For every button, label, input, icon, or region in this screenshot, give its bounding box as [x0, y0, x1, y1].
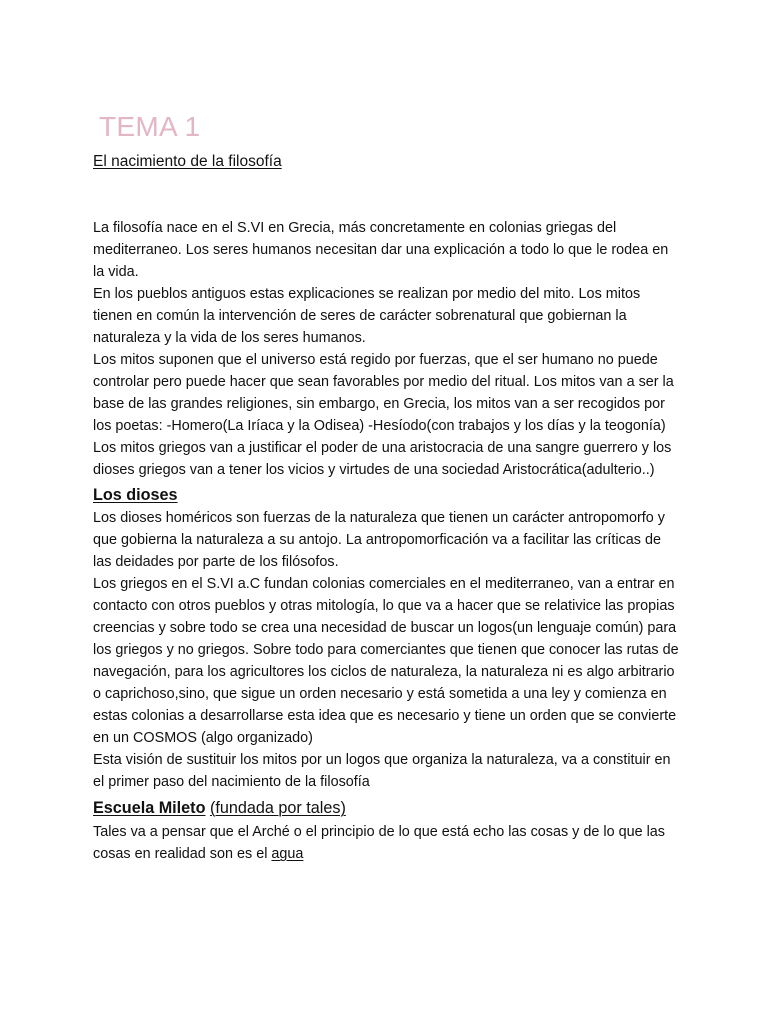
heading-mileto-note: (fundada por tales) — [209, 799, 346, 817]
mileto-text: Tales va a pensar que el Arché o el principio de lo que está echo las cosas y de lo que las cosas en realidad son es el — [93, 824, 665, 862]
paragraph: Esta visión de sustituir los mitos por un logos que organiza la naturaleza, va a constituir en el primer paso del nacimiento de la filosofía — [93, 752, 671, 790]
mileto-keyword: agua — [271, 846, 304, 862]
paragraph: Los mitos griegos van a justificar el poder de una aristocracia de una sangre guerrero y los dioses griegos van a tener los vicios y virtudes de una sociedad Aristocrática(adulterio..) — [93, 440, 672, 478]
heading-los-dioses: Los dioses — [93, 486, 178, 504]
heading-mileto-bold: Escuela Mileto — [93, 799, 206, 817]
paragraph: Los mitos suponen que el universo está regido por fuerzas, que el ser humano no puede controlar pero puede hacer que sean favorables por medio del ritual. Los mitos van a ser la base de las grandes religiones, sin embargo, en Grecia, los mitos van a ser recogidos por los poetas: -Homero(La Iríaca y la Odisea) -Hesíodo(con trabajos y los días y la teogonía) — [93, 352, 674, 434]
chapter-title: TEMA 1 — [99, 111, 201, 142]
paragraph: Los dioses homéricos son fuerzas de la naturaleza que tienen un carácter antropomorfo y que gobierna la naturaleza a su antojo. La antropomorficación va a facilitar las críticas de las deidades por parte de los filósofos. — [93, 510, 665, 570]
document-body — [93, 217, 683, 865]
paragraph: En los pueblos antiguos estas explicaciones se realizan por medio del mito. Los mitos tienen en común la intervención de seres de carácter sobrenatural que gobiernan la naturaleza y la vida de los seres humanos. — [93, 286, 641, 346]
heading-escuela-mileto — [93, 795, 683, 821]
paragraph: Los griegos en el S.VI a.C fundan colonias comerciales en el mediterraneo, van a entrar en contacto con otros pueblos y otras mitología, lo que va a hacer que se relativice las propias creencias y sobre todo se crea una necesidad de buscar un logos(un lenguaje común) para los griegos y no griegos. Sobre todo para comerciantes que tienen que conocer las rutas de navegación, para los agricultores los ciclos de naturaleza, la naturaleza ni es algo arbitrario o caprichoso,sino, que sigue un orden necesario y está sometida a una ley y comienza en estas colonias a desarrollarse esta idea que es necesario y tiene un orden que se convierte en un COSMOS (algo organizado) — [93, 576, 679, 746]
paragraph — [93, 821, 683, 865]
section-title: El nacimiento de la filosofía — [93, 153, 282, 170]
paragraph: La filosofía nace en el S.VI en Grecia, más concretamente en colonias griegas del mediterraneo. Los seres humanos necesitan dar una explicación a todo lo que le rodea en la vida. — [93, 220, 669, 280]
